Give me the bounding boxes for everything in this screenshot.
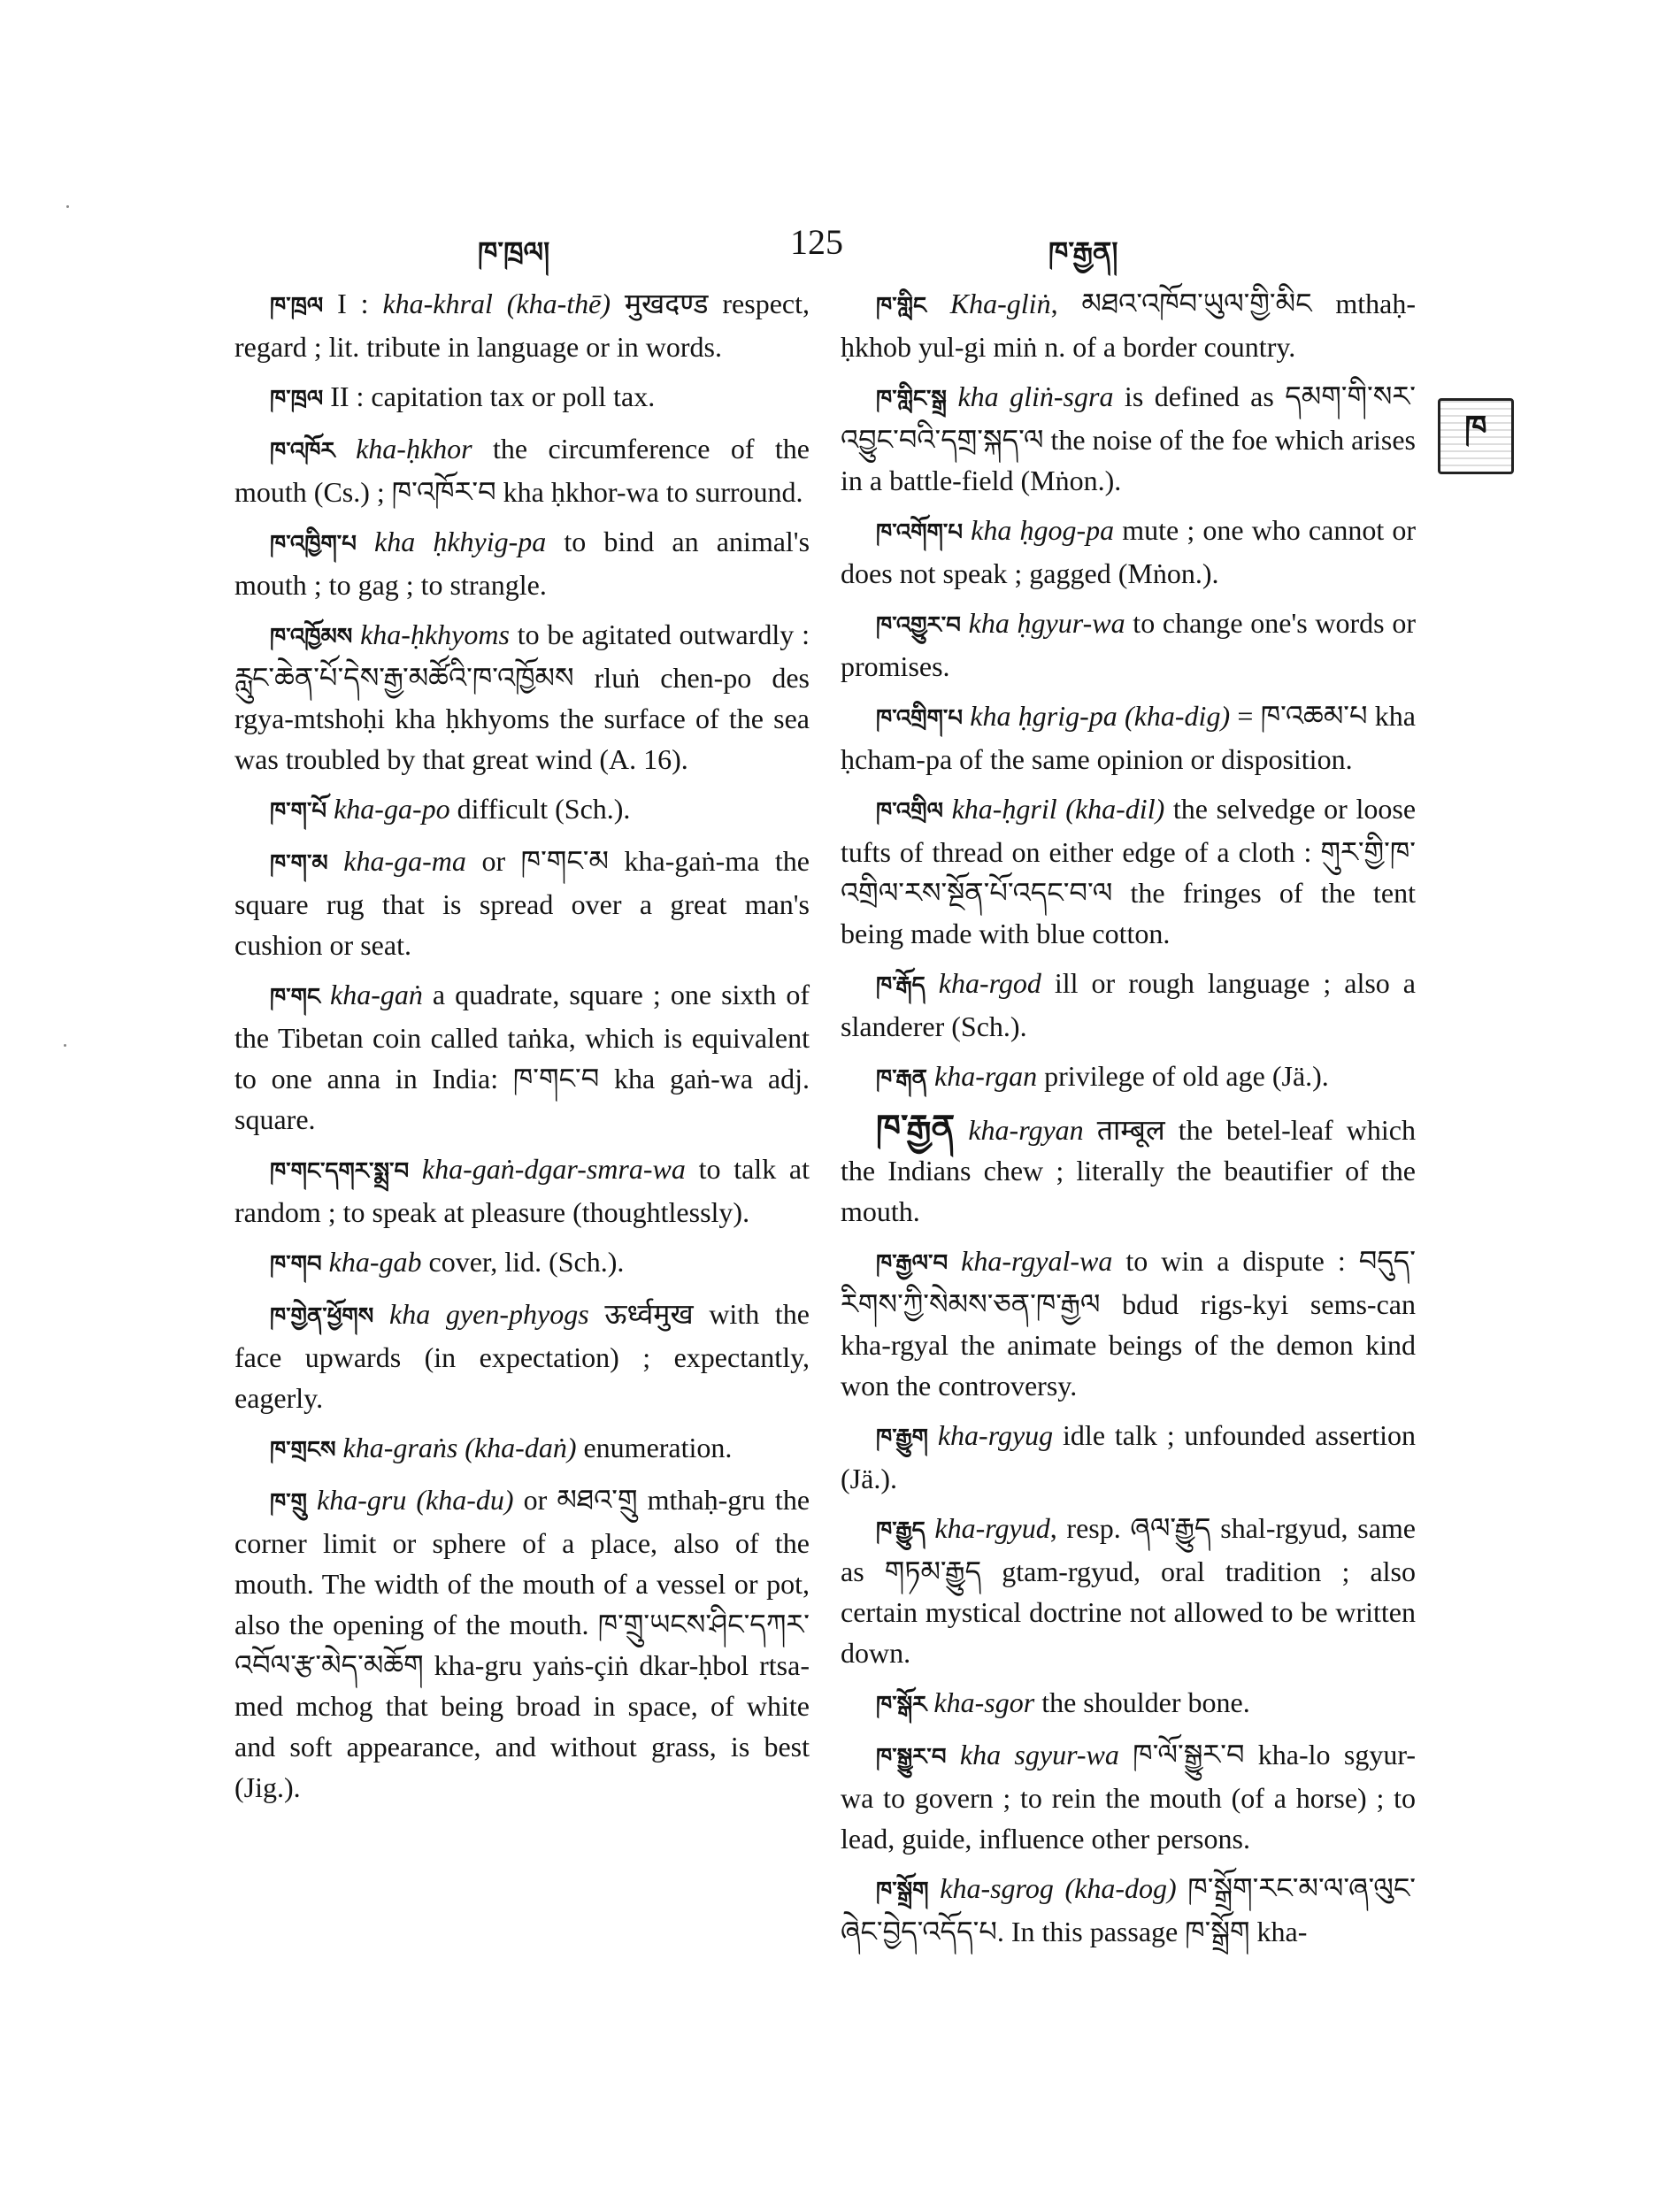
tibetan-headword: ཁ་སྒྱུར་བ (876, 1744, 947, 1770)
definition: a quadrate, square ; one sixth of the Tibetan coin called taṅka, which is equivalent to one anna in India: ཁ་གང་བ kha gaṅ-wa adj. square. (234, 979, 810, 1135)
dictionary-entry (841, 1240, 1416, 1406)
dictionary-entry (234, 1479, 810, 1808)
entry-lead (373, 1298, 389, 1330)
definition: cover, lid. (Sch.). (421, 1246, 625, 1278)
dictionary-entry (841, 1508, 1416, 1673)
definition: ताम्बूल the betel-leaf which the Indians chew ; literally the beautifier of the mouth. (841, 1114, 1416, 1227)
tibetan-headword: ཁ་ག་མ (270, 850, 328, 877)
dictionary-entry (841, 376, 1416, 501)
left-column (234, 283, 810, 1816)
definition: is defined as དམག་གི་སར་འབྱུང་བའི་དགྲ་སྐད་ལ the noise of the foe which arises in a battle-field (Mṅon.). (841, 380, 1417, 496)
transliteration: kha-gaṅ (330, 979, 423, 1010)
definition: enumeration. (576, 1432, 733, 1463)
tibetan-headword: ཁ་གྲུ (270, 1489, 307, 1516)
dictionary-entry (841, 1734, 1416, 1859)
tibetan-headword: ཁ་འཁྱོམས (270, 624, 353, 650)
definition: or མཐའ་གྲུ mthaḥ-gru the corner limit or sphere of a place, also of the mouth. The width of the mouth of a vessel or pot, also the opening of the mouth. ཁ་གྲུ་ཡངས་ཤིང་དཀར་འབོལ་རྩ་མེད་མཆོག kha-gru yaṅs-çiṅ dkar-ḥbol rtsa-med mchog that being broad in space, of white and soft appearance, and without grass, is best (Jig.). (234, 1484, 810, 1803)
entry-lead (929, 1872, 941, 1904)
transliteration: kha ḥgrig-pa (kha-dig) (970, 700, 1231, 732)
tibetan-headword: ཁ་འཁྱིག་པ (270, 531, 357, 557)
tibetan-headword: ཁ་འཁོར (270, 438, 335, 465)
transliteration: kha-rgyud (934, 1512, 1050, 1544)
transliteration: kha-sgrog (kha-dog) (940, 1872, 1177, 1904)
tibetan-headword: ཁ་རྒན (876, 1065, 928, 1092)
definition: mute ; one who cannot or does not speak ; gagged (Mṅon.). (841, 514, 1416, 589)
tibetan-headword: ཁ་རྒོད (876, 972, 926, 999)
tibetan-headword: ཁ་རྒྱུག (876, 1425, 928, 1451)
transliteration: kha-gab (328, 1246, 422, 1278)
dictionary-entry (841, 788, 1416, 954)
dictionary-entry (234, 521, 810, 605)
entry-lead (335, 433, 356, 465)
transliteration: kha-graṅs (kha-daṅ) (342, 1432, 577, 1463)
transliteration: kha gyen-phyogs (389, 1298, 589, 1330)
tibetan-headword: ཁ་གླིང (876, 293, 926, 319)
definition: , མཐའ་འཁོབ་ཡུལ་གྱི་མིང mthaḥ-ḥkhob yul-gi miṅ n. of a border country. (841, 288, 1416, 363)
definition: to win a dispute : བདུད་རིགས་ཀྱི་སེམས་ཅན་ཁ་རྒྱལ bdud rigs-kyi sems-can kha-rgyal the animate beings of the demon kind won the controversy. (841, 1245, 1417, 1402)
definition: difficult (Sch.). (449, 793, 631, 825)
tibetan-headword: ཁ་འགྱུར་བ (876, 612, 961, 639)
transliteration: kha-khral (kha-thē) (382, 288, 611, 319)
entry-lead (927, 1060, 934, 1092)
definition: or ཁ་གང་མ kha-gaṅ-ma the square rug that is spread over a great man's cushion or seat. (234, 845, 810, 961)
transliteration: kha-ga-ma (343, 845, 466, 877)
entry-lead (955, 1114, 968, 1146)
dictionary-entry (841, 1682, 1416, 1725)
dictionary-entry (234, 428, 810, 512)
transliteration: kha-rgyal-wa (961, 1245, 1113, 1277)
definition: idle talk ; unfounded assertion (Jä.). (841, 1419, 1417, 1494)
scan-speck (66, 205, 69, 208)
tibetan-headword: ཁ་སྒྲོག (876, 1878, 929, 1904)
definition: to talk at random ; to speak at pleasure (thoughtlessly). (234, 1153, 810, 1228)
transliteration: kha-ga-po (334, 793, 450, 825)
dictionary-entry (234, 788, 810, 832)
dictionary-entry (841, 1868, 1416, 1952)
tibetan-headword: ཁ་གབ (270, 1251, 322, 1278)
transliteration: kha-rgod (938, 967, 1041, 999)
dictionary-entry (234, 376, 810, 419)
transliteration: kha sgyur-wa (959, 1739, 1119, 1770)
entry-lead (926, 1512, 935, 1544)
page-number: 125 (790, 222, 843, 262)
dictionary-entry (234, 1427, 810, 1471)
transliteration: kha-rgyan (968, 1114, 1084, 1146)
definition: = ཁ་འཆམ་པ kha ḥcham-pa of the same opinion or disposition. (841, 700, 1416, 775)
tibetan-headword: ཁ་ག་པོ (270, 798, 327, 825)
definition: to bind an animal's mouth ; to gag ; to strangle. (234, 526, 810, 601)
dictionary-entry (234, 841, 810, 965)
transliteration: kha ḥgog-pa (971, 514, 1115, 546)
tibetan-headword: ཁ་གང་དགར་སྨྲ་བ (270, 1158, 410, 1185)
definition: the selvedge or loose tufts of thread on either edge of a cloth : གུར་གྱི་ཁ་འགྲིལ་རས་སྔོན་པོ་འདང་བ་ལ the fringes of the tent being made with blue cotton. (841, 793, 1417, 949)
entry-lead (336, 1432, 343, 1463)
transliteration: kha-ḥgril (kha-dil) (951, 793, 1165, 825)
entry-lead (409, 1153, 422, 1185)
tibetan-headword: ཁ་གླིང་སྒྲ (876, 386, 947, 412)
definition: मुखदण्ड respect, regard ; lit. tribute in language or in words. (234, 288, 810, 363)
definition: ཁ་སྒྲོག་རང་མ་ལ་ཞ་ལུང་ཞེང་བྱེད་འདོད་པ. In this passage ཁ་སྒྲོག kha- (841, 1872, 1417, 1947)
definition: the shoulder bone. (1034, 1686, 1250, 1718)
transliteration: kha-sgor (933, 1686, 1035, 1718)
entry-lead (947, 1739, 960, 1770)
transliteration: kha gliṅ-sgra (957, 380, 1114, 412)
definition: ऊर्ध्वमुख with the face upwards (in expectation) ; expectantly, eagerly. (234, 1298, 810, 1414)
dictionary-entry (841, 510, 1416, 594)
transliteration: kha-rgan (934, 1060, 1038, 1092)
dictionary-entry (234, 1148, 810, 1233)
definition: ཁ་ལོ་སྒྱུར་བ kha-lo sgyur-wa to govern ; to rein the mouth (of a horse) ; to lead, guide, influence other persons. (841, 1739, 1417, 1855)
scan-speck (64, 1044, 66, 1047)
transliteration: kha-ḥkhyoms (360, 618, 510, 650)
tibetan-headword: ཁ་རྒྱན (876, 1108, 956, 1148)
tibetan-headword: ཁ་རྒྱལ་བ (876, 1250, 949, 1277)
transliteration: kha-gru (kha-du) (317, 1484, 514, 1516)
dictionary-entry (841, 603, 1416, 687)
running-head-right: ཁ་རྒྱན། (1048, 235, 1118, 269)
tibetan-headword: ཁ་རྒྱུད (876, 1517, 926, 1544)
dictionary-entry (841, 963, 1416, 1047)
entry-lead: II : (323, 380, 372, 412)
transliteration: kha ḥkhyig-pa (374, 526, 547, 557)
tibetan-headword: ཁ་འགོག་པ (876, 519, 963, 546)
entry-lead (926, 288, 950, 319)
tibetan-headword: ཁ་གང (270, 984, 320, 1010)
entry-lead: I : (323, 288, 383, 319)
entry-lead (948, 1245, 961, 1277)
definition: to change one's words or promises. (841, 607, 1417, 682)
entry-lead (947, 380, 957, 412)
definition: to be agitated outwardly : རླུང་ཆེན་པོ་དེས་རྒྱ་མཚོའི་ཁ་འཁྱོམས rluṅ chen-po des rgya-mtshoḥi kha ḥkhyoms the surface of the sea was troubled by that great wind (A. 16). (234, 618, 810, 775)
transliteration: kha-gaṅ-dgar-smra-wa (421, 1153, 686, 1185)
tibetan-headword: ཁ་ཁྲལ (270, 386, 324, 412)
dictionary-entry (841, 1108, 1416, 1232)
definition: , resp. ཞལ་རྒྱུད shal-rgyud, same as གཏམ་རྒྱུད gtam-rgyud, oral tradition ; also certain mystical doctrine not allowed to be written down. (841, 1512, 1416, 1669)
transliteration: kha ḥgyur-wa (968, 607, 1125, 639)
tibetan-headword: ཁ་སྒོར (876, 1692, 927, 1718)
tibetan-headword: ཁ་ཁྲལ (270, 293, 324, 319)
dictionary-entry (841, 695, 1416, 780)
thumb-index-tab: ཁ (1438, 398, 1514, 474)
entry-lead (926, 967, 939, 999)
entry-lead (328, 845, 344, 877)
entry-lead (326, 793, 334, 825)
tibetan-headword: ཁ་གྲངས (270, 1437, 336, 1463)
entry-lead (963, 514, 971, 546)
dictionary-entry (841, 1056, 1416, 1099)
entry-lead (961, 607, 969, 639)
transliteration: kha-rgyug (937, 1419, 1054, 1451)
dictionary-entry (841, 1415, 1416, 1499)
entry-lead (322, 1246, 329, 1278)
entry-lead (352, 618, 360, 650)
dictionary-entry (234, 283, 810, 367)
tibetan-headword: ཁ་གྱེན་ཕྱོགས (270, 1303, 374, 1330)
running-head-left: ཁ་ཁྲལ། (478, 235, 550, 269)
right-column (841, 283, 1416, 1961)
entry-lead (928, 1419, 938, 1451)
entry-lead (320, 979, 330, 1010)
dictionary-entry (234, 1241, 810, 1285)
dictionary-entry (841, 283, 1416, 367)
transliteration: kha-ḥkhor (356, 433, 472, 465)
dictionary-entry (234, 614, 810, 780)
entry-lead (943, 793, 952, 825)
definition: capitation tax or poll tax. (371, 380, 656, 412)
dictionary-entry (234, 974, 810, 1140)
definition: privilege of old age (Jä.). (1037, 1060, 1329, 1092)
definition: ill or rough language ; also a slanderer (Sch.). (841, 967, 1417, 1042)
entry-lead (357, 526, 374, 557)
tibetan-headword: ཁ་འགྲིག་པ (876, 705, 963, 732)
transliteration: Kha-gliṅ (949, 288, 1051, 319)
dictionary-entry (234, 1294, 810, 1418)
definition: the circumference of the mouth (Cs.) ; ཁ་འཁོར་བ kha ḥkhor-wa to surround. (234, 433, 810, 508)
entry-lead (307, 1484, 317, 1516)
tibetan-headword: ཁ་འགྲིལ (876, 798, 943, 825)
